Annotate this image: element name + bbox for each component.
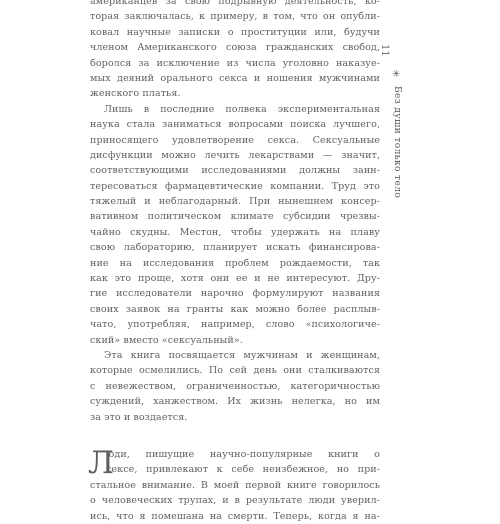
text-line: ись, что я помешана на смерти. Теперь, когда я на- <box>90 510 380 522</box>
text-line: приносящего удовлетворение секса. Сексуальные <box>90 134 380 146</box>
text-line: чато, употребляя, например, слово «психологиче- <box>90 319 380 331</box>
text-line: тяжелый и неблагодарный. При нынешнем консер- <box>90 196 380 208</box>
text-line: чайно скудны. Местон, чтобы удержать на плаву <box>90 226 380 238</box>
body-text <box>90 0 380 524</box>
text-line: с невежеством, ограниченностью, категоричностью <box>90 380 380 392</box>
paragraph-4 <box>88 444 380 524</box>
paragraph-1 <box>90 0 380 102</box>
text-line: ние на исследования проблем рождаемости, так <box>90 257 380 269</box>
text-line: которые осмелились. По сей день они сталкиваются <box>90 365 380 377</box>
text-line: тересоваться фармацевтические компании. Труд это <box>90 180 380 192</box>
text-line: Эта книга посвящается мужчинам и женщинам, <box>104 349 380 361</box>
text-line: женского платья. <box>90 88 181 100</box>
text-line: Лишь в последние полвека экспериментальная <box>104 103 380 115</box>
text-line: боролся за исключение из числа уголовно наказуе- <box>90 57 380 69</box>
running-head <box>379 44 406 244</box>
text-line: ский» вместо «сексуальный». <box>90 334 243 346</box>
text-line: членом Американского союза гражданских свобод, <box>90 42 380 54</box>
page-number: 11 <box>379 44 390 57</box>
text-line: наука стала заниматься вопросами поиска лучшего, <box>90 119 380 131</box>
section-gap <box>90 425 380 447</box>
text-line: юди, пишущие научно-популярные книги о <box>106 448 380 460</box>
text-line: стальное внимание. В моей первой книге говорилось <box>90 479 380 491</box>
text-line: как это проще, хотя они ее и не интересуют. Дру- <box>90 273 380 285</box>
text-line: своих заявок на гранты как можно более расплыв- <box>90 303 380 315</box>
text-line: ковал научные записки о проституции или, будучи <box>90 26 380 38</box>
drop-cap: Л <box>88 444 114 481</box>
text-line: американцев за свою подрывную деятельность, ко- <box>90 0 380 7</box>
text-line: суждений, ханжеством. Их жизнь нелегка, но им <box>90 396 380 408</box>
paragraph-2 <box>90 102 380 348</box>
text-line: за это и воздается. <box>90 411 188 423</box>
text-line: вативном политическом климате субсидии чрезвы- <box>90 211 380 223</box>
text-line: гие исследователи нарочно формулируют названия <box>90 288 380 300</box>
text-line: мых деяний орального секса и ношения мужчинами <box>90 72 380 84</box>
text-line: сексе, привлекают к себе неизбежное, но при- <box>106 464 380 476</box>
text-line: о человеческих трупах, и в результате люди уверил- <box>90 495 380 507</box>
text-line: торая заключалась, к примеру, в том, что он опубли- <box>90 11 380 23</box>
text-line: свою лабораторию, планирует искать финансирова- <box>90 242 380 254</box>
paragraph-3 <box>90 348 380 425</box>
running-title: Без души только тело <box>392 86 402 199</box>
text-line: дисфункции можно лечить лекарствами — значит, <box>90 149 380 161</box>
text-line: соответствующими исследованиями должны заин- <box>90 165 380 177</box>
asterisk-ornament-icon: ✳ <box>389 69 401 78</box>
